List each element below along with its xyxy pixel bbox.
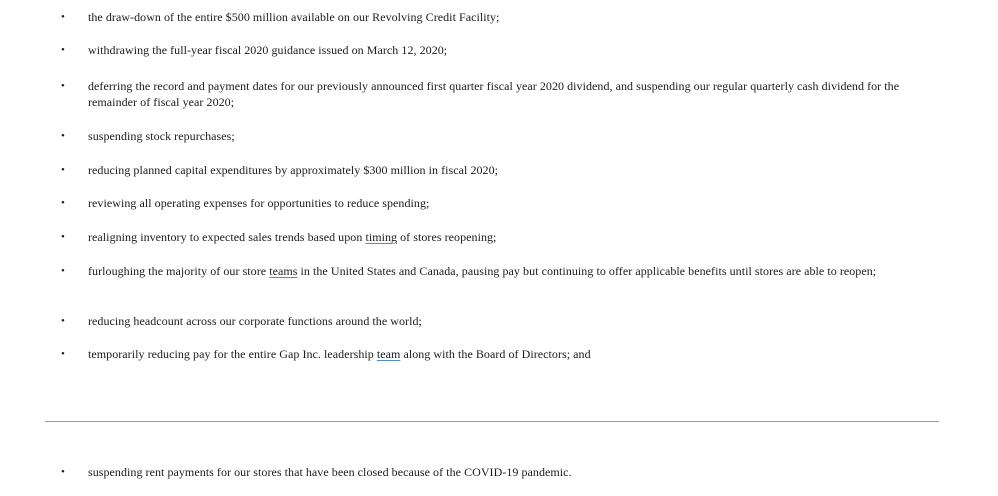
bullet-marker: •: [61, 44, 65, 56]
bullet-marker: •: [61, 197, 65, 209]
bullet-text: withdrawing the full-year fiscal 2020 guidance issued on March 12, 2020;: [88, 43, 448, 57]
bullet-marker: •: [61, 130, 65, 142]
bullet-marker: •: [61, 348, 65, 360]
bullet-marker: •: [61, 466, 65, 478]
bullet-marker: •: [61, 164, 65, 176]
underlined-word: timing: [365, 230, 398, 244]
bullet-text: reducing headcount across our corporate functions around the world;: [88, 314, 422, 328]
bullet-text: the draw-down of the entire $500 million available on our Revolving Credit Facility;: [88, 10, 500, 24]
bullet-marker: •: [61, 231, 65, 243]
underlined-word: teams: [269, 264, 298, 278]
bullet-text: suspending rent payments for our stores that have been closed because of the COVID-19 pandemic.: [88, 465, 572, 479]
bullet-marker: •: [61, 315, 65, 327]
bullet-text: reducing planned capital expenditures by approximately $300 million in fiscal 2020;: [88, 163, 499, 177]
bullet-text: furloughing the majority of our store teams in the United States and Canada, pausing pay but continuing to offer applicable benefits until stores are able to reopen;: [88, 264, 877, 278]
bullet-marker: •: [61, 80, 65, 92]
horizontal-divider: [45, 421, 939, 422]
bullet-marker: •: [61, 265, 65, 277]
bullet-text: reviewing all operating expenses for opportunities to reduce spending;: [88, 196, 430, 210]
bullet-text: suspending stock repurchases;: [88, 129, 235, 143]
bullet-marker: •: [61, 11, 65, 23]
bullet-text: realigning inventory to expected sales trends based upon timing of stores reopening;: [88, 230, 497, 244]
underlined-word: team: [376, 347, 401, 361]
bullet-text: deferring the record and payment dates for our previously announced first quarter fiscal year 2020 dividend, and suspending our regular quarterly cash dividend for the remainder of fiscal year 2020;: [88, 79, 900, 109]
bullet-text: temporarily reducing pay for the entire Gap Inc. leadership team along with the Board of Directors; and: [88, 347, 591, 361]
